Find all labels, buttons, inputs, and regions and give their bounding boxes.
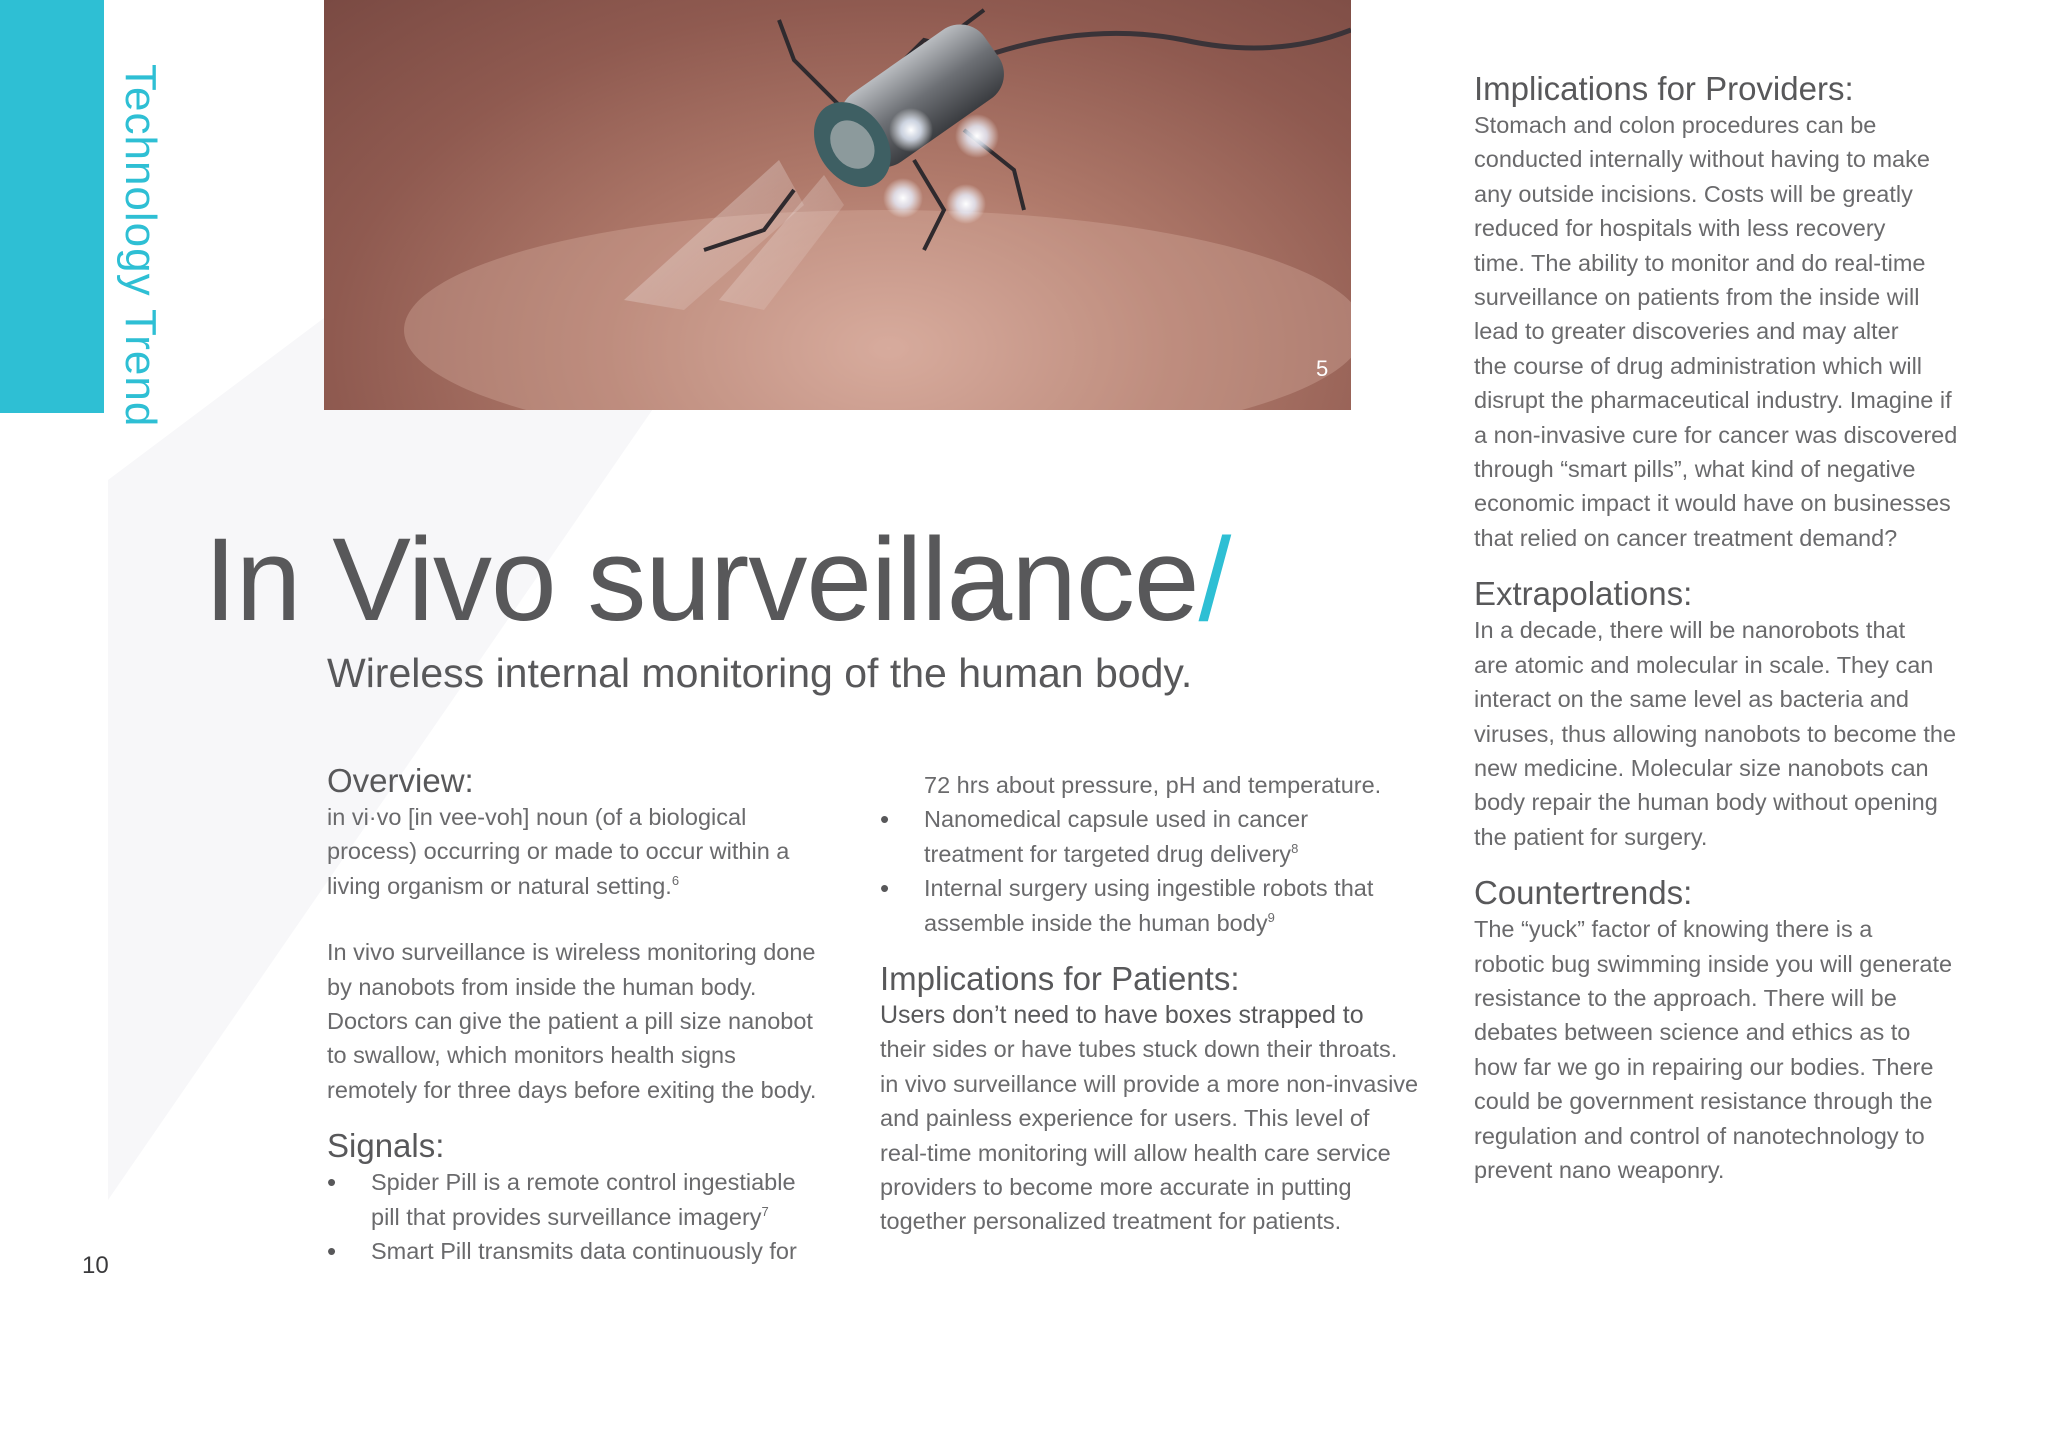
providers-line: economic impact it would have on businesses <box>1474 490 1951 517</box>
nanobot-photo <box>324 0 1351 410</box>
overview-definition-line: process) occurring or made to occur within a <box>327 838 790 865</box>
countertrends-text <box>1474 912 1994 1187</box>
column-middle <box>880 768 1440 1239</box>
signal-item: • Internal surgery using ingestible robots that <box>880 871 1440 905</box>
signal-item: • Smart Pill transmits data continuously for <box>327 1234 847 1268</box>
page-subtitle: Wireless internal monitoring of the human body. <box>327 650 1193 696</box>
page-number: 10 <box>82 1252 109 1279</box>
overview-definition-text: living organism or natural setting. <box>327 872 672 899</box>
patients-line: together personalized treatment for patients. <box>880 1208 1342 1235</box>
overview-body-line: Doctors can give the patient a pill size nanobot <box>327 1008 813 1035</box>
patients-line: providers to become more accurate in putting <box>880 1174 1352 1201</box>
providers-line: disrupt the pharmaceutical industry. Imagine if <box>1474 387 1952 414</box>
footnote-ref: 6 <box>671 872 680 888</box>
sidebar-accent-tab <box>0 0 104 413</box>
countertrends-line: resistance to the approach. There will be <box>1474 984 1897 1011</box>
patients-line: and painless experience for users. This level of <box>880 1105 1370 1132</box>
overview-definition-line: in vi·vo [in vee-voh] noun (of a biological <box>327 804 747 830</box>
countertrends-line: robotic bug swimming inside you will generate <box>1474 950 1953 977</box>
footnote-ref: 9 <box>1267 909 1275 925</box>
extrapolations-line: viruses, thus allowing nanobots to become the <box>1474 720 1957 747</box>
providers-line: through “smart pills”, what kind of negative <box>1474 456 1916 483</box>
providers-line: any outside incisions. Costs will be greatly <box>1474 180 1913 207</box>
extrapolations-heading: Extrapolations: <box>1474 575 1693 613</box>
overview-body-line: In vivo surveillance is wireless monitoring done <box>327 939 816 966</box>
patients-line: Users don’t need to have boxes strapped to <box>880 1001 1364 1030</box>
extrapolations-line: new medicine. Molecular size nanobots can <box>1474 754 1929 781</box>
patients-line: their sides or have tubes stuck down their throats. <box>880 1036 1398 1063</box>
extrapolations-line: the patient for surgery. <box>1474 823 1708 850</box>
providers-line: surveillance on patients from the inside will <box>1474 284 1920 311</box>
signals-list <box>327 1165 847 1268</box>
providers-line: reduced for hospitals with less recovery <box>1474 215 1886 242</box>
countertrends-heading: Countertrends: <box>1474 874 1693 912</box>
providers-line: the course of drug administration which will <box>1474 352 1923 379</box>
title-slash-accent: / <box>1198 514 1231 646</box>
column-right <box>1474 70 1994 1187</box>
nanobot-illustration <box>324 0 1351 410</box>
providers-heading: Implications for Providers: <box>1474 70 1854 107</box>
extrapolations-line: are atomic and molecular in scale. They can <box>1474 651 1934 678</box>
providers-line: time. The ability to monitor and do real-time <box>1474 249 1926 276</box>
countertrends-line: regulation and control of nanotechnology to <box>1474 1122 1925 1149</box>
providers-line: Stomach and colon procedures can be <box>1474 112 1877 138</box>
providers-line: conducted internally without having to make <box>1474 146 1930 173</box>
patients-line: real-time monitoring will allow health care service <box>880 1139 1391 1166</box>
signal-item-continued: 72 hrs about pressure, pH and temperature. <box>924 772 1382 798</box>
countertrends-line: prevent nano weaponry. <box>1474 1156 1725 1183</box>
photo-footnote-number: 5 <box>1316 356 1329 381</box>
signal-item: • Nanomedical capsule used in cancer <box>880 802 1440 836</box>
extrapolations-line: In a decade, there will be nanorobots that <box>1474 617 1906 644</box>
page-title-text: In Vivo surveillance <box>204 514 1199 646</box>
signal-item: • Spider Pill is a remote control ingestiable <box>327 1165 847 1199</box>
patients-heading: Implications for Patients: <box>880 960 1240 998</box>
page-title <box>204 516 1230 646</box>
extrapolations-text <box>1474 613 1994 854</box>
providers-line: a non-invasive cure for cancer was discovered <box>1474 421 1958 448</box>
extrapolations-line: body repair the human body without opening <box>1474 789 1938 816</box>
extrapolations-line: interact on the same level as bacteria and <box>1474 686 1910 713</box>
overview-heading: Overview: <box>327 762 474 799</box>
providers-line: lead to greater discoveries and may alter <box>1474 318 1899 345</box>
footnote-ref: 7 <box>761 1203 769 1219</box>
signal-item-continued: pill that provides surveillance imagery$^7$ <box>371 1203 769 1230</box>
footnote-ref: 8 <box>1291 840 1299 856</box>
overview-definition-line <box>327 869 847 903</box>
signals-list-continued <box>880 768 1440 940</box>
overview-body-line: by nanobots from inside the human body. <box>327 973 757 1000</box>
signal-item-continued: assemble inside the human body$^9$ <box>924 909 1275 936</box>
providers-line: that relied on cancer treatment demand? <box>1474 524 1898 551</box>
countertrends-line: The “yuck” factor of knowing there is a <box>1474 916 1873 943</box>
overview-body-line: to swallow, which monitors health signs <box>327 1042 736 1069</box>
column-left <box>327 762 847 1268</box>
overview-body-line: remotely for three days before exiting the body. <box>327 1076 817 1103</box>
countertrends-line: debates between science and ethics as to <box>1474 1019 1911 1046</box>
patients-line: in vivo surveillance will provide a more non-invasive <box>880 1070 1419 1097</box>
section-label: Technology Trend <box>116 64 165 428</box>
providers-text <box>1474 108 1994 555</box>
countertrends-line: could be government resistance through the <box>1474 1088 1933 1115</box>
signals-heading: Signals: <box>327 1127 445 1165</box>
countertrends-line: how far we go in repairing our bodies. There <box>1474 1053 1934 1080</box>
signal-item-continued: treatment for targeted drug delivery$^8$ <box>924 840 1299 867</box>
